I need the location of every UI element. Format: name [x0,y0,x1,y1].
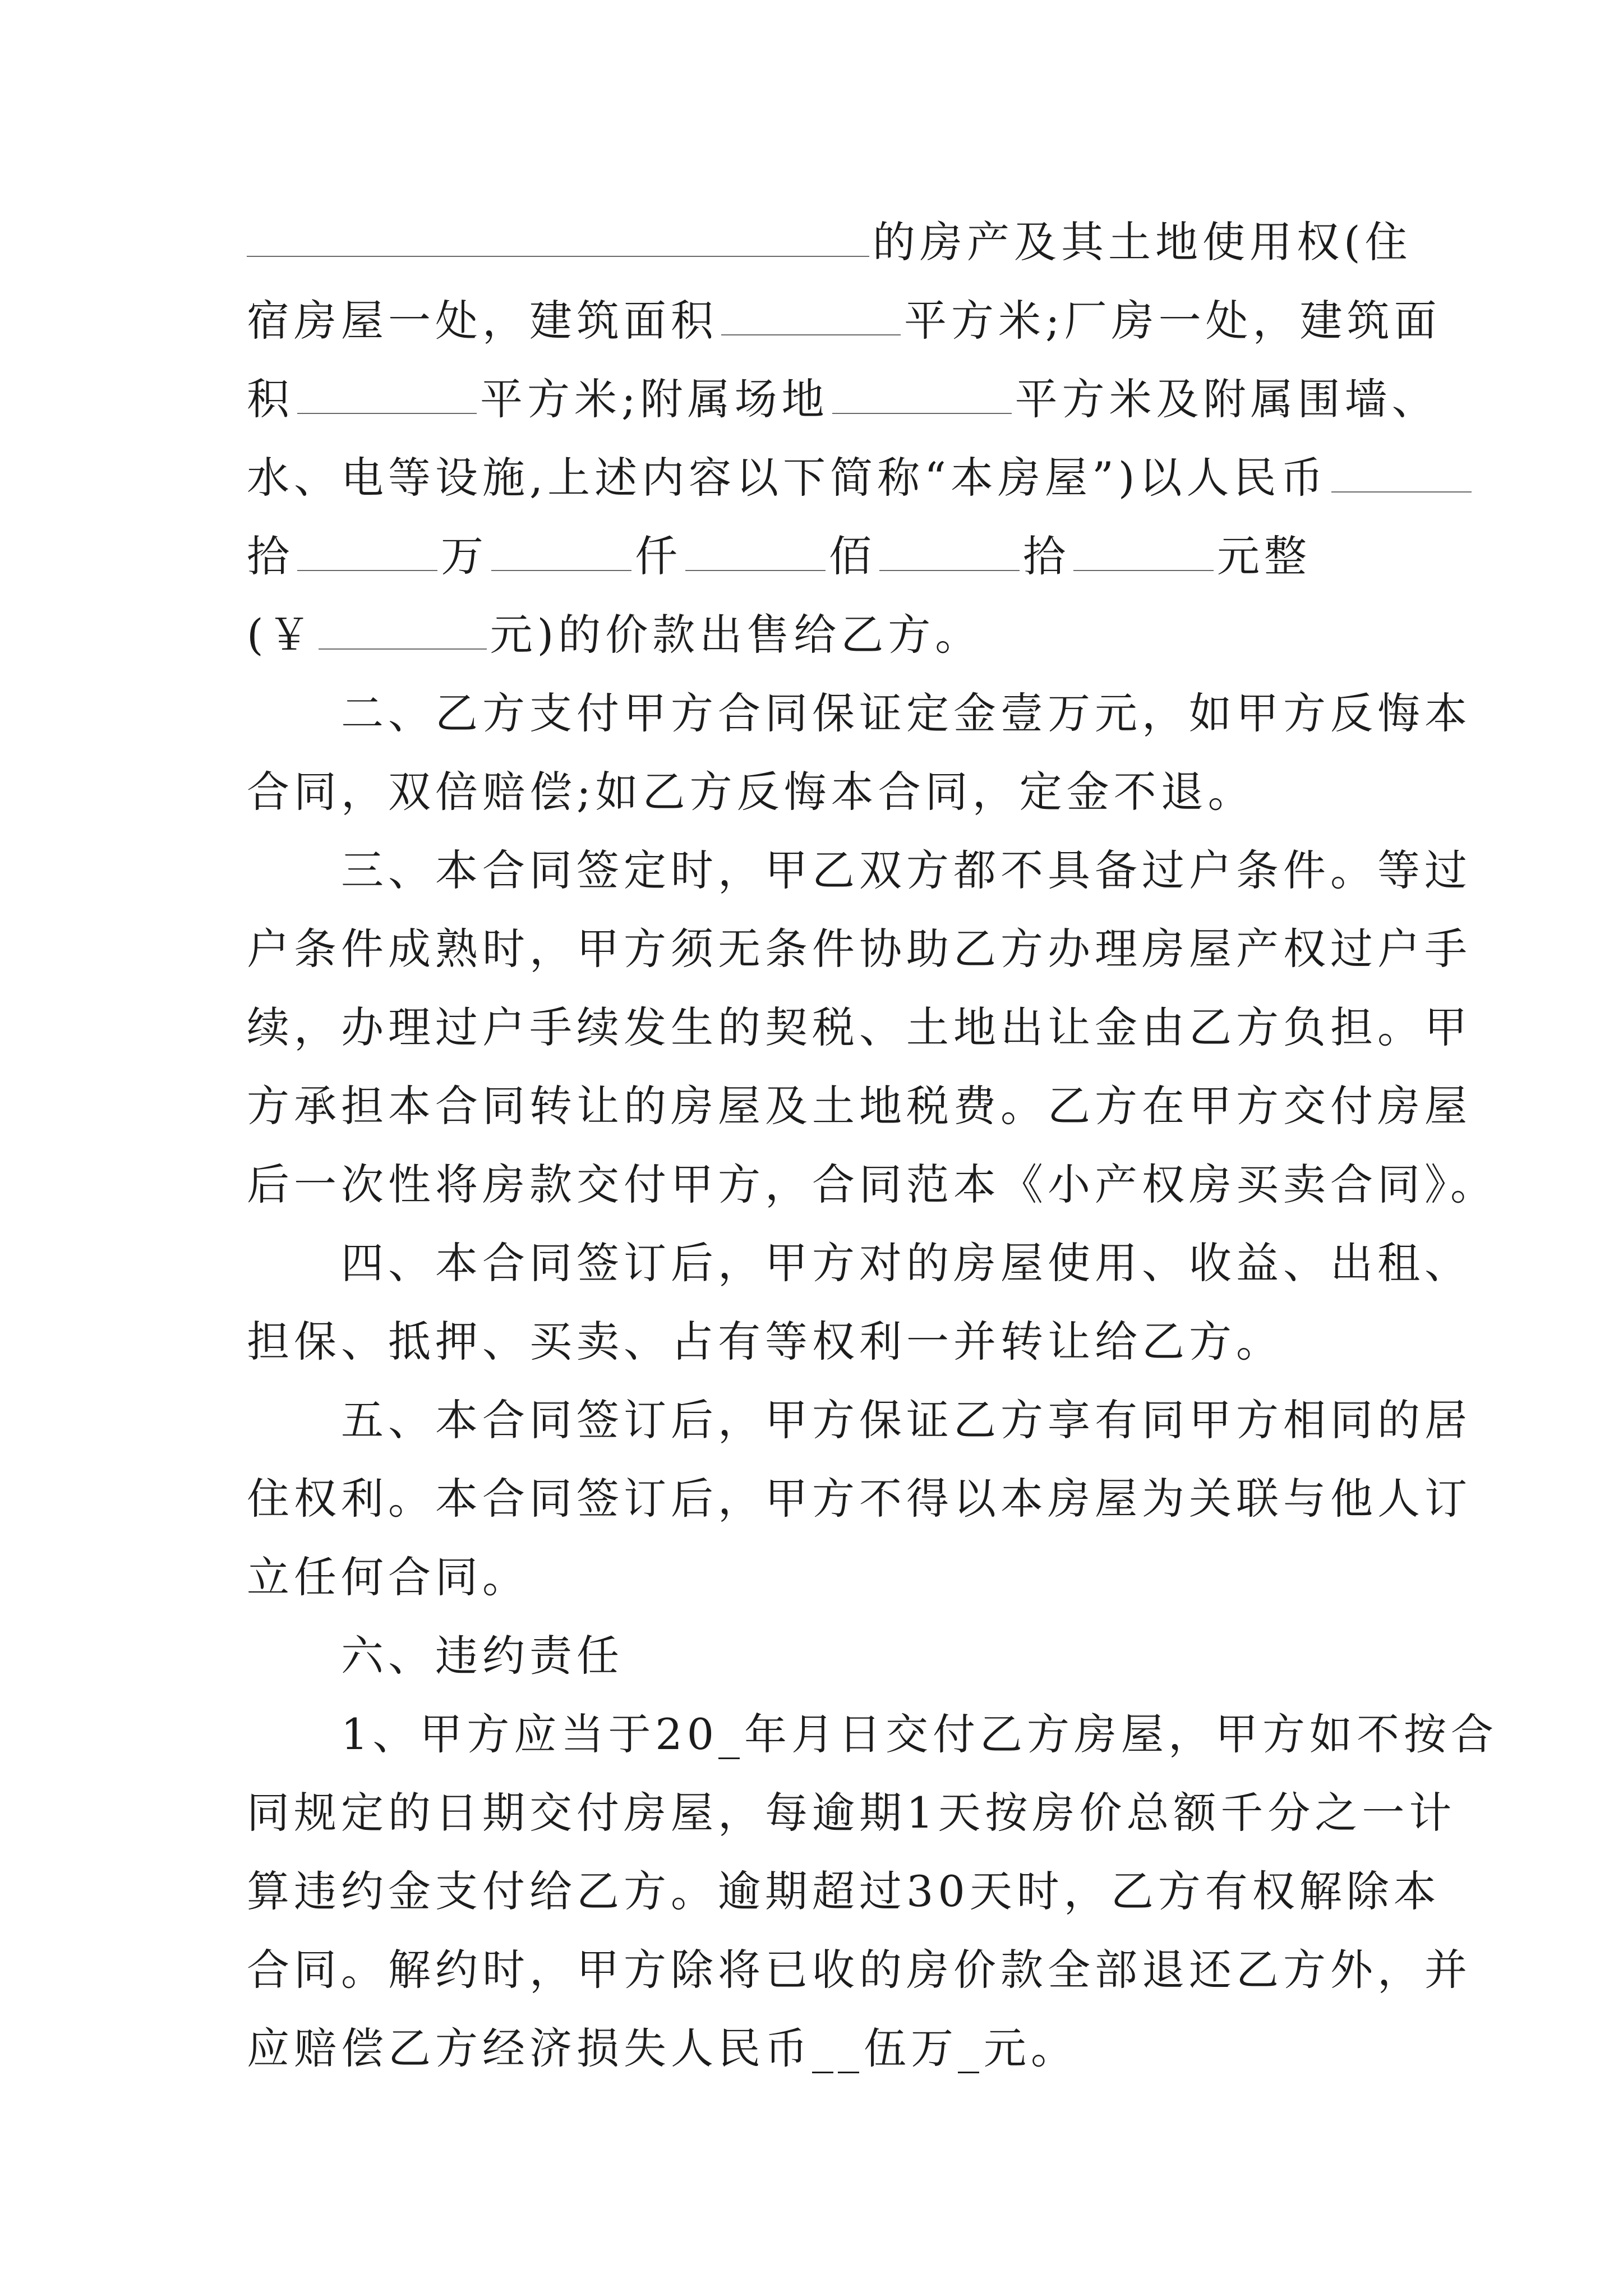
amount-units-line [247,528,1380,585]
blank-field [319,614,487,650]
unit-label: 拾 [1023,531,1070,581]
text-line [247,450,1380,506]
text-segment: 水、电等设施,上述内容以下简称“本房屋”)以人民币 [247,453,1328,503]
text-line: 应赔偿乙方经济损失人民币__伍万_元。 [247,2023,1078,2073]
text-segment: 平方米;附属场地 [480,374,829,424]
blank-field [1331,457,1472,493]
text-line: 住权利。本合同签订后，甲方不得以本房屋为关联与他人订 [247,1474,1472,1524]
text-line [247,214,1412,270]
text-line [247,371,1439,427]
text-segment: 平方米及附属围墙、 [1015,374,1439,424]
unit-label: 拾 [247,531,294,581]
unit-label: 万 [441,531,488,581]
text-line: 立任何合同。 [247,1552,529,1602]
unit-label: 元整 [1217,531,1311,581]
text-line: 方承担本合同转让的房屋及土地税费。乙方在甲方交付房屋 [247,1081,1472,1131]
blank-field [491,535,631,571]
text-segment: 宿房屋一处，建筑面积 [247,296,718,346]
unit-label: 仟 [635,531,682,581]
text-segment: 的房产及其土地使用权(住 [873,217,1412,267]
text-line: 算违约金支付给乙方。逾期超过30天时，乙方有权解除本 [247,1866,1441,1916]
blank-field [879,535,1020,571]
text-line: 担保、抵押、买卖、占有等权利一并转让给乙方。 [247,1317,1283,1366]
text-line: 五、本合同签订后，甲方保证乙方享有同甲方相同的居 [247,1395,1472,1445]
text-line: 户条件成熟时，甲方须无条件协助乙方办理房屋产权过户手 [247,924,1472,974]
text-line [247,293,1441,349]
text-line [247,607,1380,663]
section-heading: 六、违约责任 [247,1631,624,1681]
blank-field [297,535,437,571]
text-segment: 元)的价款出售给乙方。 [490,610,983,660]
blank-field [685,535,826,571]
blank-field [832,378,1012,414]
text-line: 合同，双倍赔偿;如乙方反悔本合同，定金不退。 [247,767,1255,817]
blank-field [1073,535,1214,571]
text-segment: (￥ [247,610,315,660]
blank-field [297,378,477,414]
text-line: 四、本合同签订后，甲方对的房屋使用、收益、出租、 [247,1238,1472,1288]
text-segment: 积 [247,374,294,424]
text-line: 合同。解约时，甲方除将已收的房价款全部退还乙方外，并 [247,1945,1472,1995]
text-line: 二、乙方支付甲方合同保证定金壹万元，如甲方反悔本 [247,688,1472,738]
blank-field [247,221,869,257]
blank-field [721,300,901,335]
unit-label: 佰 [829,531,876,581]
text-line: 续，办理过户手续发生的契税、土地出让金由乙方负担。甲 [247,1002,1472,1052]
text-line: 后一次性将房款交付甲方，合同范本《小产权房买卖合同》。 [247,1159,1497,1209]
text-segment: 平方米;厂房一处，建筑面 [904,296,1441,346]
text-line: 三、本合同签定时，甲乙双方都不具备过户条件。等过 [247,845,1472,895]
text-line: 同规定的日期交付房屋，每逾期1天按房价总额千分之一计 [247,1788,1456,1838]
text-line: 1、甲方应当于20_年月日交付乙方房屋，甲方如不按合 [247,1709,1498,1759]
